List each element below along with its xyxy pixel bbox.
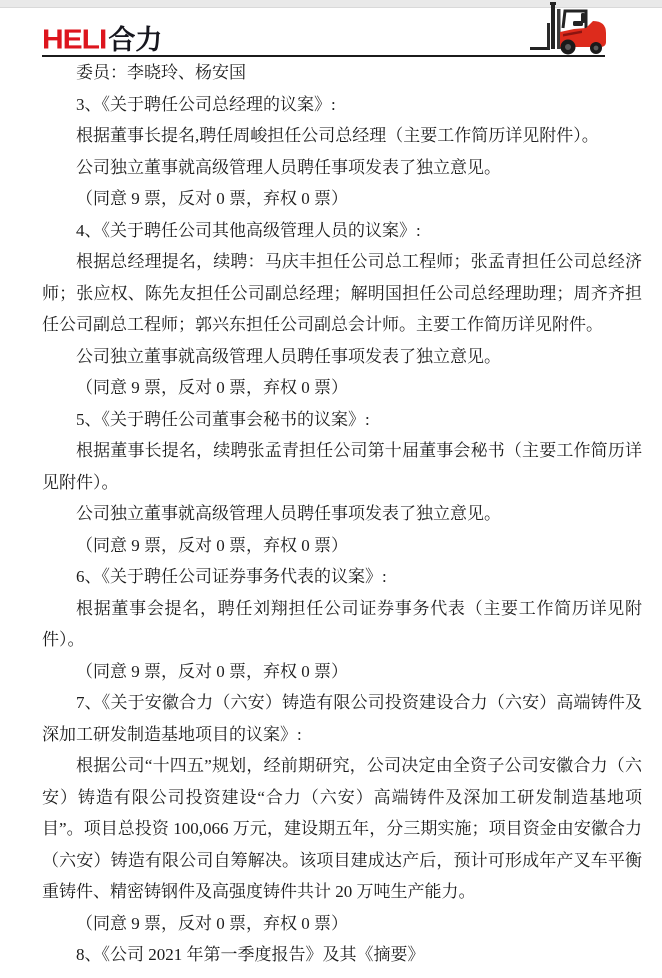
- paragraph: 根据董事会提名，聘任刘翔担任公司证券事务代表（主要工作简历详见附件）。: [42, 598, 642, 649]
- paragraph: 公司独立董事就高级管理人员聘任事项发表了独立意见。: [76, 157, 501, 177]
- paragraph: （同意 9 票，反对 0 票，弃权 0 票）: [76, 378, 348, 397]
- paragraph: 根据董事长提名,聘任周峻担任公司总经理（主要工作简历详见附件）。: [76, 126, 599, 145]
- paragraph: （同意 9 票，反对 0 票，弃权 0 票）: [76, 189, 348, 208]
- paragraph: （同意 9 票，反对 0 票，弃权 0 票）: [76, 661, 348, 681]
- document-body: [0, 57, 662, 971]
- paragraph: 5、《关于聘任公司董事会秘书的议案》:: [76, 409, 370, 429]
- logo-cjk-text: 合力: [108, 25, 163, 55]
- paragraph-list: [42, 57, 642, 971]
- paragraph: （同意 9 票，反对 0 票，弃权 0 票）: [76, 913, 348, 933]
- paragraph: 3、《关于聘任公司总经理的议案》:: [76, 94, 336, 114]
- paragraph: 公司独立董事就高级管理人员聘任事项发表了独立意见。: [76, 346, 501, 366]
- paragraph: 根据公司“十四五”规划，经前期研究，公司决定由全资子公司安徽合力（六安）铸造有限公司投资建设“合力（六安）高端铸件及深加工研发制造基地项目”。项目总投资 100,066 万元，建设期五年，分三期实施；项目资金由安徽合力（六安）铸造有限公司自筹解决。该项目建成达产后，预计可形成年产叉车平衡重铸件、精密铸钢件及高强度铸件共计 20 万吨生产能力。: [42, 756, 642, 901]
- paragraph: 6、《关于聘任公司证券事务代表的议案》:: [76, 567, 387, 586]
- paragraph: 7、《关于安徽合力（六安）铸造有限公司投资建设合力（六安）高端铸件及深加工研发制造基地项目的议案》:: [42, 693, 642, 744]
- paragraph: 根据董事长提名，续聘张孟青担任公司第十届董事会秘书（主要工作简历详见附件）。: [42, 441, 642, 492]
- forklift-icon: [530, 1, 608, 55]
- heli-logo: [42, 25, 162, 55]
- paragraph: 4、《关于聘任公司其他高级管理人员的议案》:: [76, 220, 421, 240]
- logo-latin-text: HELI: [42, 24, 107, 55]
- paragraph: 8、《公司 2021 年第一季度报告》及其《摘要》: [76, 945, 425, 964]
- paragraph: 公司独立董事就高级管理人员聘任事项发表了独立意见。: [76, 504, 501, 523]
- paragraph: 委员：李晓玲、杨安国: [76, 63, 246, 82]
- header-rule: [42, 55, 605, 57]
- paragraph: 根据总经理提名，续聘：马庆丰担任公司总工程师；张孟青担任公司总经济师；张应权、陈先友担任公司副总经理；解明国担任公司总经理助理；周齐齐担任公司副总工程师；郭兴东担任公司副总会计师。主要工作简历详见附件。: [42, 252, 642, 334]
- paragraph: （同意 9 票，反对 0 票，弃权 0 票）: [76, 535, 348, 555]
- document-header: [0, 8, 662, 57]
